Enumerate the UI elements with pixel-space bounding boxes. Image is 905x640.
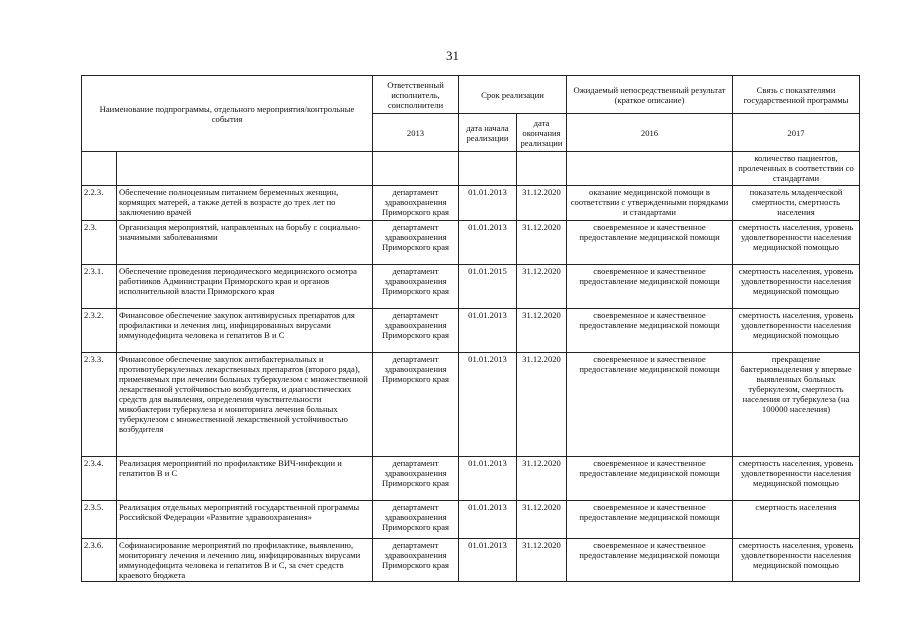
row-name: Обеспечение проведения периодического медицинского осмотра работников Администрации Приморского края и органов исполнительной власти Приморского края [117,265,373,309]
table-row [82,152,860,186]
table-row [82,501,860,539]
row-end-date: 31.12.2020 [517,457,567,501]
row-expected-result: своевременное и качественное предоставление медицинской помощи [567,221,733,265]
row-name: Финансовое обеспечение закупок антибактериальных и противотуберкулезных лекарственных препаратов (второго ряда), применяемых при лечении больных туберкулезом с множественной лекарственной устойчивостью возбудителя, и диагностических средств для выявления, определения чувствительности микобактерии туберкулеза и мониторинга лечения больных туберкулезом с множественной лекарственной устойчивостью возбудителя [117,353,373,457]
row-number: 2.3.6. [82,539,117,582]
row-start-date [459,152,517,186]
row-name [117,152,373,186]
row-responsible: департамент здравоохранения Приморского края [373,186,459,221]
header-responsible: Ответственный исполнитель, соисполнители [373,76,459,114]
table-row [82,457,860,501]
header-expected: Ожидаемый непосредственный результат (краткое описание) [567,76,733,114]
row-indicator-link: показатель младенческой смертности, смертность населения [733,186,860,221]
row-end-date: 31.12.2020 [517,353,567,457]
row-name: Обеспечение полноценным питанием беременных женщин, кормящих матерей, а также детей в возрасте до трех лет по заключению врачей [117,186,373,221]
row-start-date: 01.01.2013 [459,501,517,539]
row-indicator-link: смертность населения, уровень удовлетворенности населения медицинской помощью [733,457,860,501]
table-row [82,353,860,457]
row-number: 2.3.1. [82,265,117,309]
header-year-link: 2017 [733,114,860,152]
row-indicator-link: смертность населения, уровень удовлетворенности населения медицинской помощью [733,221,860,265]
row-end-date: 31.12.2020 [517,265,567,309]
row-start-date: 01.01.2013 [459,457,517,501]
row-number: 2.3.5. [82,501,117,539]
row-end-date: 31.12.2020 [517,539,567,582]
row-name: Реализация отдельных мероприятий государственной программы Российской Федерации «Развитие здравоохранения» [117,501,373,539]
row-number: 2.3. [82,221,117,265]
page-number: 31 [446,48,459,63]
row-expected-result: своевременное и качественное предоставление медицинской помощи [567,501,733,539]
table-row [82,539,860,582]
row-responsible: департамент здравоохранения Приморского края [373,501,459,539]
header-start: дата начала реализации [459,114,517,152]
row-responsible: департамент здравоохранения Приморского края [373,265,459,309]
row-end-date: 31.12.2020 [517,221,567,265]
row-end-date: 31.12.2020 [517,309,567,353]
table-row [82,265,860,309]
header-name: Наименование подпрограммы, отдельного мероприятия/контрольные события [82,76,373,152]
row-number [82,152,117,186]
row-indicator-link: смертность населения, уровень удовлетворенности населения медицинской помощью [733,265,860,309]
row-expected-result: своевременное и качественное предоставление медицинской помощи [567,309,733,353]
header-period: Срок реализации [459,76,567,114]
row-responsible: департамент здравоохранения Приморского края [373,539,459,582]
row-expected-result: своевременное и качественное предоставление медицинской помощи [567,539,733,582]
table-row [82,309,860,353]
program-table [81,75,860,582]
row-start-date: 01.01.2013 [459,539,517,582]
header-year-expected: 2016 [567,114,733,152]
row-number: 2.3.3. [82,353,117,457]
row-start-date: 01.01.2013 [459,353,517,457]
row-name: Софинансирование мероприятий по профилактике, выявлению, мониторингу лечения и лечению лиц, инфицированных вирусами иммунодефицита человека и гепатитов В и С, за счет средств краевого бюджета [117,539,373,582]
row-start-date: 01.01.2013 [459,186,517,221]
row-end-date: 31.12.2020 [517,186,567,221]
row-responsible: департамент здравоохранения Приморского края [373,353,459,457]
header-link: Связь с показателями государственной программы [733,76,860,114]
row-expected-result: своевременное и качественное предоставление медицинской помощи [567,353,733,457]
row-start-date: 01.01.2013 [459,309,517,353]
row-name: Финансовое обеспечение закупок антивирусных препаратов для профилактики и лечения лиц, инфицированных вирусами иммунодефицита человека и гепатитов В и С [117,309,373,353]
row-indicator-link: смертность населения, уровень удовлетворенности населения медицинской помощью [733,539,860,582]
row-indicator-link: смертность населения, уровень удовлетворенности населения медицинской помощью [733,309,860,353]
table-row [82,186,860,221]
row-start-date: 01.01.2015 [459,265,517,309]
row-start-date: 01.01.2013 [459,221,517,265]
table-row [82,221,860,265]
row-indicator-link: смертность населения [733,501,860,539]
row-expected-result [567,152,733,186]
header-end: дата окончания реализации [517,114,567,152]
header-year-resp: 2013 [373,114,459,152]
row-end-date: 31.12.2020 [517,501,567,539]
row-expected-result: оказание медицинской помощи в соответствии с утвержденными порядками и стандартами [567,186,733,221]
row-responsible: департамент здравоохранения Приморского края [373,457,459,501]
row-name: Организация мероприятий, направленных на борьбу с социально-значимыми заболеваниями [117,221,373,265]
row-expected-result: своевременное и качественное предоставление медицинской помощи [567,457,733,501]
row-indicator-link: количество пациентов, пролеченных в соответствии со стандартами [733,152,860,186]
row-responsible: департамент здравоохранения Приморского края [373,221,459,265]
row-name: Реализация мероприятий по профилактике ВИЧ-инфекции и гепатитов В и С [117,457,373,501]
row-end-date [517,152,567,186]
row-expected-result: своевременное и качественное предоставление медицинской помощи [567,265,733,309]
row-number: 2.2.3. [82,186,117,221]
row-indicator-link: прекращение бактериовыделения у впервые выявленных больных туберкулезом, смертность населения от туберкулеза (на 100000 населения) [733,353,860,457]
row-responsible: департамент здравоохранения Приморского края [373,309,459,353]
row-number: 2.3.4. [82,457,117,501]
row-responsible [373,152,459,186]
row-number: 2.3.2. [82,309,117,353]
